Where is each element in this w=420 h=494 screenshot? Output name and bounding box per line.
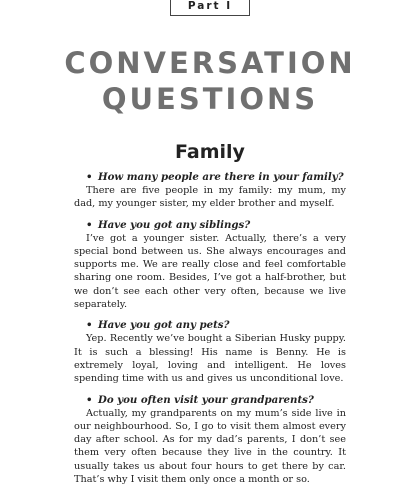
bullet-icon: • [86,393,93,406]
chapter-title-line-1: CONVERSATION [64,46,356,80]
bullet-icon: • [86,171,93,183]
qa-list [0,171,420,494]
question-text: Have you got any pets? [98,319,230,332]
chapter-title-line-2: QUESTIONS [101,82,319,116]
qa-item [0,171,420,211]
bullet-icon: • [86,319,93,332]
qa-item [0,394,420,487]
question [86,394,420,407]
answer-text: I’ve got a younger sister. Actually, there’s a very special bond between us. She always encourages and supports me. We are really close and feel comfortable sharing one room. Besides, I’ve got a half-brother, but we don’t see each other very often, because we live separately. [74,232,346,311]
question-text: How many people are there in your family? [98,171,344,183]
question [86,219,420,232]
answer-text: There are five people in my family: my mum, my dad, my younger sister, my elder brother and myself. [74,185,346,210]
qa-item [0,319,420,385]
question [86,171,420,184]
question-text: Have you got any siblings? [98,218,251,231]
question-text: Do you often visit your grandparents? [98,393,314,406]
bullet-icon: • [86,218,93,231]
answer-text: Actually, my grandparents on my mum’s side live in our neighbourhood. So, I go to visit them almost every day after school. As for my dad’s parents, I don’t see them very often because they live in the country. It usually takes us about four hours to get there by car. That’s why I visit them only once a month or so. [74,407,346,486]
answer-text: Yep. Recently we’ve bought a Siberian Husky puppy. It is such a blessing! His name is Benny. He is extremely loyal, loving and intelligent. He loves spending time with us and gives us unconditional love. [74,333,346,385]
part-label: Part I [170,0,250,16]
section-title: Family [175,141,245,163]
question [86,319,420,332]
qa-item [0,219,420,312]
